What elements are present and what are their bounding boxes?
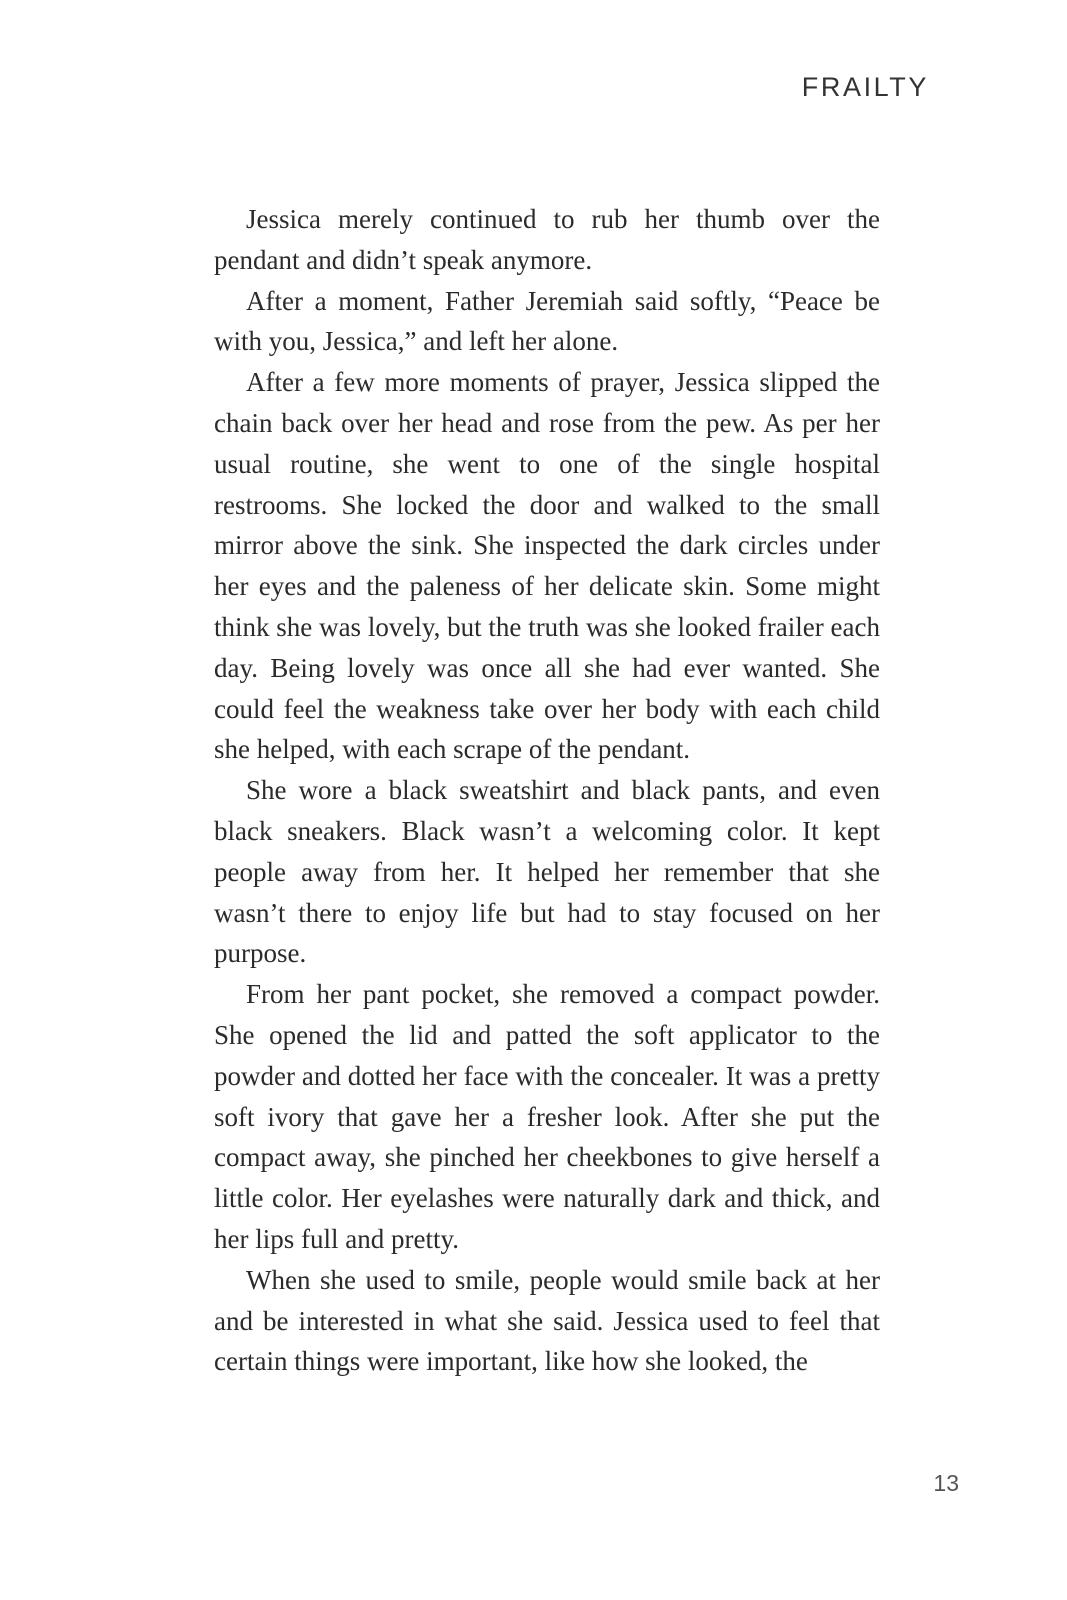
page-number: 13 xyxy=(933,1470,959,1496)
paragraph: She wore a black sweatshirt and black pants, and even black sneakers. Black wasn’t a welcoming color. It kept people away from her. It helped her remember that she wasn’t there to enjoy life but had to stay focused on her purpose. xyxy=(214,775,880,969)
paragraph: After a moment, Father Jeremiah said softly, “Peace be with you, Jessica,” and left her alone. xyxy=(214,285,880,357)
paragraph: After a few more moments of prayer, Jessica slipped the chain back over her head and rose from the pew. As per her usual routine, she went to one of the single hospital restrooms. She locked the door and walked to the small mirror above the sink. She inspected the dark circles under her eyes and the paleness of her delicate skin. Some might think she was lovely, but the truth was she looked frailer each day. Being lovely was once all she had ever wanted. She could feel the weakness take over her body with each child she helped, with each scrape of the pendant. xyxy=(214,367,880,765)
paragraph: When she used to smile, people would smile back at her and be interested in what she said. Jessica used to feel that certain things were important, like how she looked, the xyxy=(214,1264,880,1377)
running-head-title: FRAILTY xyxy=(801,72,929,102)
body-text xyxy=(214,199,880,1382)
paragraph: Jessica merely continued to rub her thumb over the pendant and didn’t speak anymore. xyxy=(214,204,880,275)
paragraph: From her pant pocket, she removed a compact powder. She opened the lid and patted the soft applicator to the powder and dotted her face with the concealer. It was a pretty soft ivory that gave her a fresher look. After she put the compact away, she pinched her cheekbones to give herself a little color. Her eyelashes were naturally dark and thick, and her lips full and pretty. xyxy=(214,979,880,1254)
